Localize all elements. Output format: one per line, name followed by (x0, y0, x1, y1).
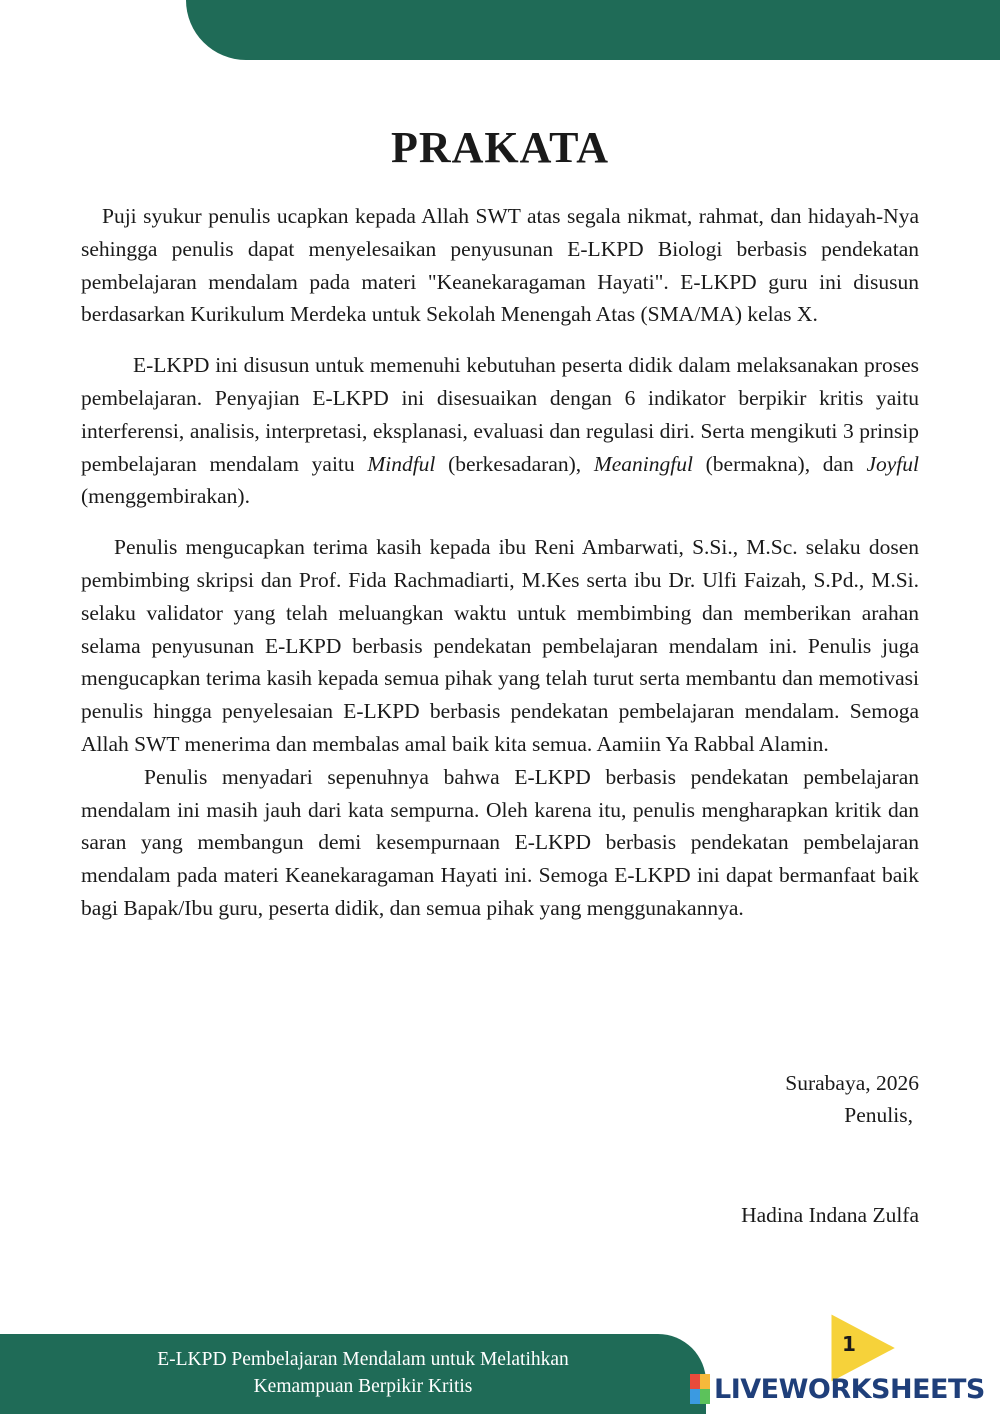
paragraph-2-text-a: E-LKPD ini disusun untuk memenuhi kebutuhan peserta didik dalam melaksanakan proses pembelajaran. Penyajian E-LKPD ini disesuaikan dengan 6 indikator berpikir kritis yaitu interferensi, analisis, interpretasi, eksplanasi, evaluasi dan regulasi diri. Serta mengikuti 3 prinsip pembelajaran mendalam yaitu (81, 353, 919, 476)
signature-name: Hadina Indana Zulfa (741, 1203, 919, 1227)
liveworksheets-watermark[interactable] (690, 1371, 985, 1407)
footer-title-line-1: E-LKPD Pembelajaran Mendalam untuk Melatihkan (157, 1349, 569, 1370)
paragraph-1: Puji syukur penulis ucapkan kepada Allah SWT atas segala nikmat, rahmat, dan hidayah-Nya sehingga penulis dapat menyelesaikan penyusunan E-LKPD Biologi berbasis pendekatan pembelajaran mendalam pada materi "Keanekaragaman Hayati". E-LKPD guru ini disusun berdasarkan Kurikulum Merdeka untuk Sekolah Menengah Atas (SMA/MA) kelas X. (81, 204, 919, 327)
term-meaningful: Meaningful (593, 451, 693, 476)
paragraph-2-text-b: (berkesadaran), (435, 451, 594, 476)
paragraph-4: Penulis menyadari sepenuhnya bahwa E-LKPD berbasis pendekatan pembelajaran mendalam ini masih jauh dari kata sempurna. Oleh karena itu, penulis mengharapkan kritik dan saran yang membangun demi kesempurnaan E-LKPD berbasis pendekatan pembelajaran mendalam pada materi Keanekaragaman Hayati ini. Semoga E-LKPD ini dapat bermanfaat baik bagi Bapak/Ibu guru, peserta didik, dan semua pihak yang menggunakannya. (81, 764, 919, 920)
page-number: 1 (842, 1332, 856, 1356)
term-mindful: Mindful (367, 451, 436, 476)
footer-title-line-2: Kemampuan Berpikir Kritis (253, 1376, 473, 1397)
term-joyful: Joyful (866, 451, 919, 476)
header-band (186, 0, 1000, 60)
paragraph-2 (81, 349, 919, 513)
page-title: PRAKATA (390, 123, 610, 172)
footer-band (0, 1334, 706, 1414)
signature-role: Penulis, (844, 1103, 913, 1127)
liveworksheets-brand-text: LIVEWORKSHEETS (714, 1373, 985, 1405)
liveworksheets-logo-icon (690, 1374, 710, 1404)
paragraph-2-text-d: (menggembirakan). (81, 484, 250, 509)
paragraph-2-text-c: (bermakna), dan (692, 451, 867, 476)
paragraph-3: Penulis mengucapkan terima kasih kepada ibu Reni Ambarwati, S.Si., M.Sc. selaku dosen pembimbing skripsi dan Prof. Fida Rachmadiarti, M.Kes serta ibu Dr. Ulfi Faizah, S.Pd., M.Si. selaku validator yang telah meluangkan waktu untuk membimbing dan memberikan arahan selama penyusunan E-LKPD berbasis pendekatan pembelajaran mendalam ini. Penulis juga mengucapkan terima kasih kepada semua pihak yang telah turut serta membantu dan memotivasi penulis hingga penyelesaian E-LKPD berbasis pendekatan pembelajaran mendalam. Semoga Allah SWT menerima dan membalas amal baik kita semua. Aamiin Ya Rabbal Alamin. (81, 535, 919, 756)
signature-place-date: Surabaya, 2026 (785, 1071, 919, 1095)
preface-body (81, 200, 919, 925)
